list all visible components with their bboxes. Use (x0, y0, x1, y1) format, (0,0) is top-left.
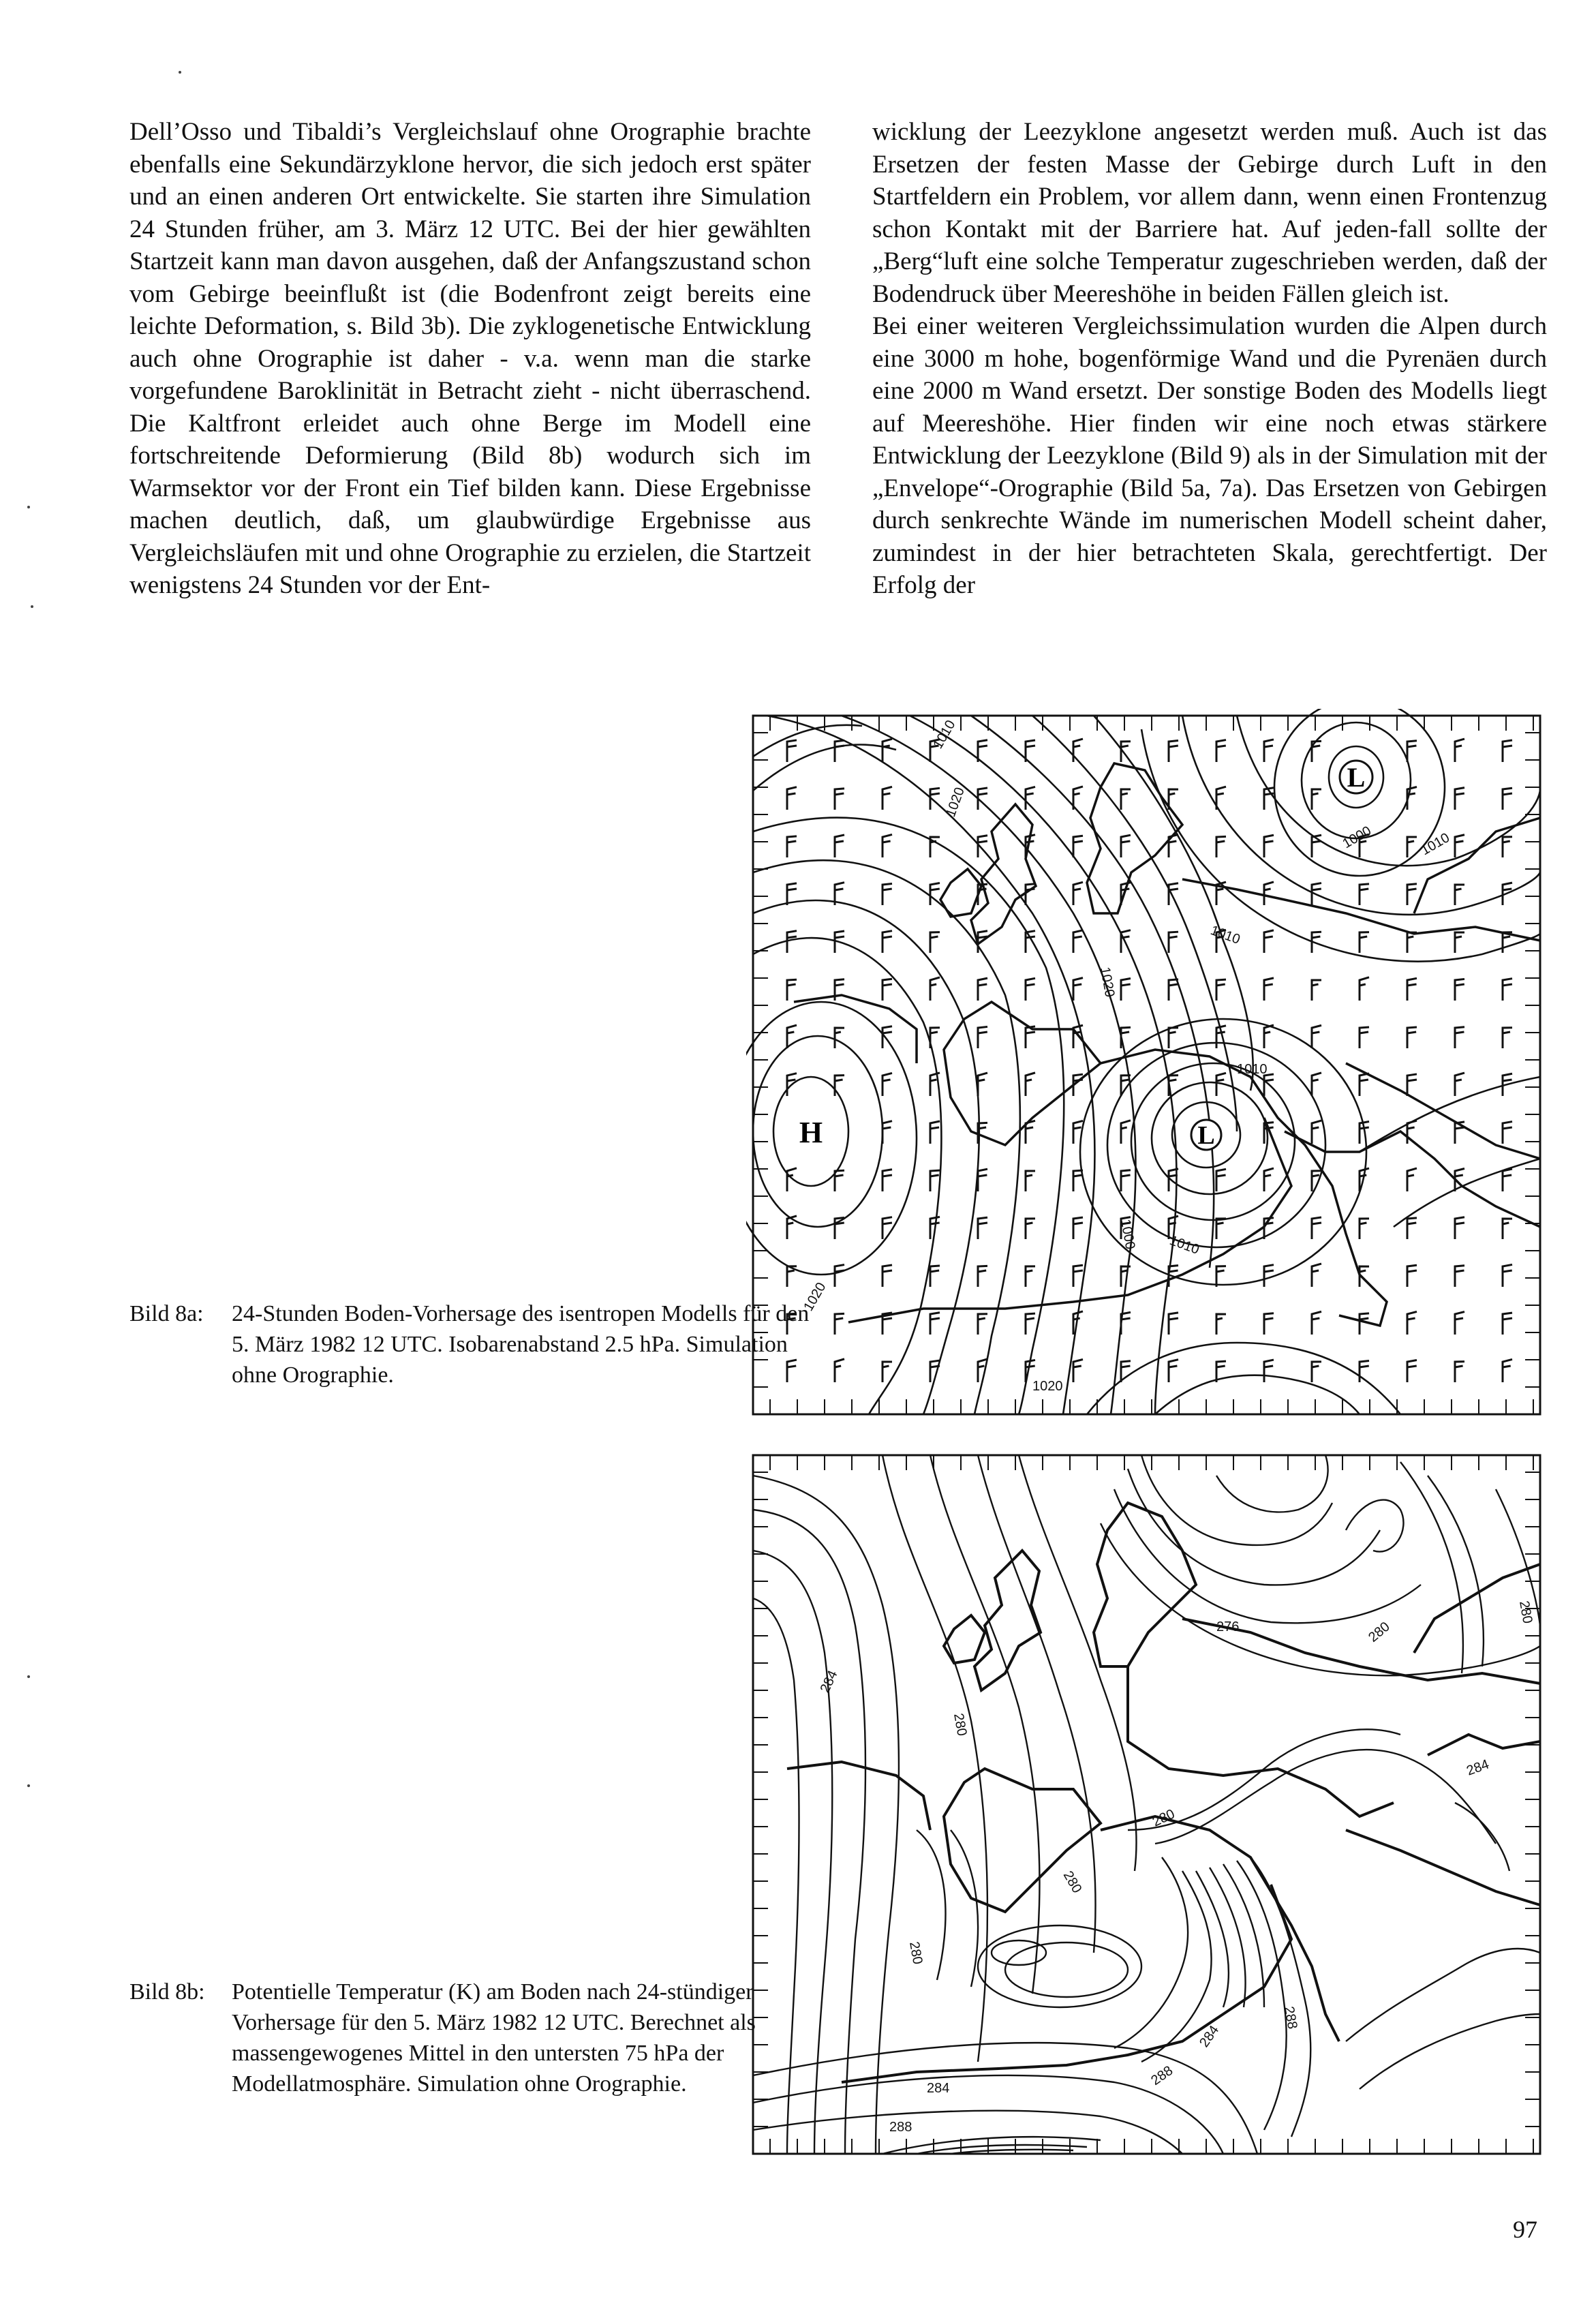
caption-label: Bild 8b: (129, 1979, 205, 2005)
isobar-label: 1000 (1340, 823, 1375, 852)
isotherm-label: 276 (1216, 1619, 1240, 1634)
isobars (746, 709, 1540, 1414)
isotherm-label: 280 (1366, 1619, 1393, 1645)
scan-speck (27, 506, 30, 508)
isobar-label: 1010 (1208, 923, 1242, 947)
coastlines (787, 1503, 1540, 2082)
page-number: 97 (1513, 2216, 1537, 2243)
isotherm-label: 280 (1516, 1600, 1535, 1625)
isotherm-label: 288 (1148, 2062, 1176, 2089)
isotherm-label: 284 (927, 2081, 950, 2096)
isobar-label: 1010 (1167, 1233, 1201, 1258)
scan-speck (27, 1675, 30, 1678)
low-symbol-alps: L (1197, 1121, 1215, 1150)
high-symbol-atlantic: H (799, 1116, 823, 1149)
scan-speck (179, 71, 181, 74)
right-paragraph-2: Bei einer weiteren Vergleichssimulation wurden die Alpen durch eine 3000 m hohe, bogenförmige Wand und die Pyrenäen durch eine 2000 m Wand ersetzt. Der sonstige Boden des Modells liegt auf Meereshöhe. Hier finden wir eine noch etwas stärkere Entwicklung der Leezyklone (Bild 9) als in der Simulation mit der „Envelope“-Orographie (Bild 5a, 7a). Das Ersetzen von Gebirgen durch senkrechte Wände im numerischen Modell scheint daher, zumindest in der hier betrachteten Skala, gerechtfertigt. Der Erfolg der (872, 312, 1547, 599)
right-text-column (872, 116, 1547, 602)
isotherm-label: 284 (1464, 1756, 1492, 1779)
left-paragraph-1: Dell’Osso und Tibaldi’s Vergleichslauf ohne Orographie brachte ebenfalls eine Sekundärzyklone hervor, die sich jedoch erst später und an einen anderen Ort entwickelte. Sie starten ihre Simulation 24 Stunden früher, am 3. März 12 UTC. Bei der hier gewählten Startzeit kann man davon ausgehen, daß der Anfangszustand schon vom Gebirge beeinflußt ist (die Bodenfront zeigt bereits eine leichte Deformation, s. Bild 3b). Die zyklogenetische Entwicklung auch ohne Orographie ist daher - v.a. wenn man die starke vorgefundene Baroklinität in Betracht zieht - nicht überraschend. Die Kaltfront erleidet auch ohne Berge im Modell eine fortschreitende Deformierung (Bild 8b) wodurch sich im Warmsektor vor der Front ein Tief bilden kann. Diese Ergebnisse machen deutlich, daß, um glaubwürdige Ergebnisse aus Vergleichsläufen mit und ohne Orographie zu erzielen, die Startzeit wenigstens 24 Stunden vor der Ent- (129, 118, 811, 599)
caption-text: Potentielle Temperatur (K) am Boden nach 24-stündiger Vorhersage für den 5. März 1982 12 UTC. Berechnet als massengewogenes Mittel in den untersten 75 hPa der Modellatmosphäre. Simulation ohne Orographie. (232, 1979, 756, 2097)
isobar-label: 1020 (1032, 1379, 1063, 1394)
isotherm-label: 280 (1150, 1806, 1178, 1830)
isobar-label: 1010 (1418, 830, 1453, 859)
isotherm-label: 284 (817, 1668, 841, 1696)
isobar-label: 1020 (801, 1279, 829, 1314)
isobar-label: 1010 (930, 717, 959, 752)
figure-8a-pressure-map (746, 709, 1547, 1421)
pressure-map-svg (746, 709, 1547, 1421)
low-symbol-north: L (1347, 762, 1366, 793)
isotherm-label: 280 (951, 1712, 970, 1737)
isotherm-label: 284 (1197, 2022, 1223, 2050)
isotherm-label: 288 (1281, 2005, 1300, 2030)
isobar-label: 1020 (1097, 966, 1118, 999)
figure-8b-potential-temperature-map (746, 1448, 1547, 2161)
isobar-label: 1010 (1237, 1062, 1268, 1077)
isotherm-label: 288 (889, 2120, 912, 2135)
caption-label: Bild 8a: (129, 1301, 204, 1326)
temperature-map-svg (746, 1448, 1547, 2161)
caption-text: 24-Stunden Boden-Vorhersage des isentropen Modells für den 5. März 1982 12 UTC. Isobarenabstand 2.5 hPa. Simulation ohne Orographie. (232, 1301, 810, 1388)
left-text-column (129, 116, 811, 602)
isotherm-label: 280 (906, 1940, 925, 1966)
isobar-label: 1020 (943, 785, 968, 819)
scan-speck (27, 1784, 30, 1787)
right-paragraph-1: wicklung der Leezyklone angesetzt werden muß. Auch ist das Ersetzen der festen Masse der Gebirge durch Luft in den Startfeldern ein Problem, vor allem dann, wenn einen Frontenzug schon Kontakt mit der Barriere hat. Auf jeden-fall sollte der „Berg“luft eine solche Temperatur zugeschrieben werden, daß der Bodendruck über Meereshöhe in beiden Fällen gleich ist. (872, 118, 1547, 308)
isotherm-label: 280 (1060, 1868, 1085, 1896)
scan-speck (31, 605, 33, 608)
isobar-label: 1000 (1118, 1218, 1138, 1251)
